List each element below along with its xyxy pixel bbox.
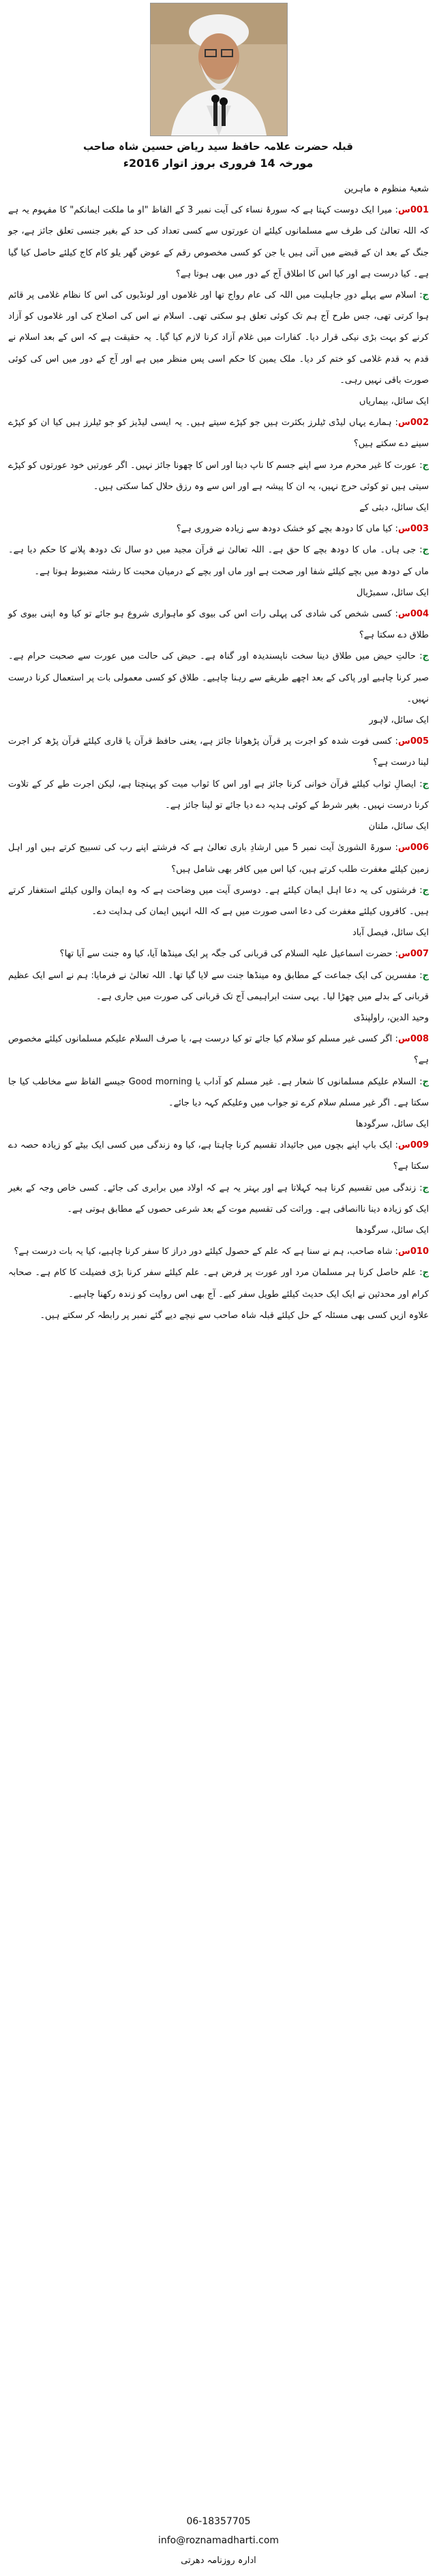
- question-body: اگر کسی غیر مسلم کو سلام کیا جائے تو کیا درست ہے، یا صرف السلام علیکم مسلمانوں کیلئے مخصوص ہے؟: [8, 1034, 429, 1066]
- questioner-name: ایک سائل، فیصل آباد: [352, 928, 429, 939]
- question-number: 002س: [397, 418, 429, 428]
- answer-text: ج: اسلام سے پہلے دورِ جاہلیت میں اللہ کی عام رواج تھا اور غلاموں اور لونڈیوں کی اس کا نظام غلامی پر قائم ہوا کرتی تھی، جس طرح آج ہم تک کوئی تعلق ہو سکتی تھی۔ اسلام نے اس کی اصلاح کی اور غلاموں کو آزاد کرنے کو بہت بڑی نیکی قرار دیا۔ کفارات میں غلام آزاد کرنا لازم کیا گیا۔ یہ حقیقت ہے کہ اس کے بعد اسلام نے قدم بہ قدم غلامی کو ختم کر دیا۔ ملک یمین کا حکم اسی پس منظر میں ہے اور آج کے دور میں اس کی کوئی صورت باقی نہیں رہی۔: [8, 290, 429, 386]
- qa-item: [8, 412, 429, 518]
- questioner-name: ایک سائل، بیماریاں: [359, 396, 429, 407]
- qa-item: [8, 1028, 429, 1135]
- question-text: 006س: سورۃ الشوریٰ آیت نمبر 5 میں ارشادِ باری تعالیٰ ہے کہ فرشتے اپنے رب کی تسبیح کرتے ہیں اور اہل زمین کیلئے مغفرت طلب کرتے ہیں، کیا اس میں کافر بھی شامل ہیں؟: [8, 843, 429, 875]
- question-text: 008س: اگر کسی غیر مسلم کو سلام کیا جائے تو کیا درست ہے، یا صرف السلام علیکم مسلمانوں کیلئے مخصوص ہے؟: [8, 1034, 430, 1066]
- article-body: [8, 178, 429, 1326]
- qa-item: [8, 200, 429, 412]
- closing-note: علاوہ ازیں کسی بھی مسئلہ کے حل کیلئے قبلہ شاہ صاحب سے نیچے دیے گئے نمبر پر رابطہ کر سکتے ہیں۔: [40, 1310, 429, 1321]
- qa-list: [8, 200, 429, 1305]
- questioner-name: وحید الدین، راولپنڈی: [353, 1012, 429, 1023]
- qa-item: [8, 603, 429, 731]
- question-text: 009س: ایک باپ اپنے بچوں میں جائیداد تقسیم کرنا چاہتا ہے، کیا وہ زندگی میں کسی ایک بیٹے کو زیادہ حصہ دے سکتا ہے؟: [8, 1140, 430, 1172]
- question-number: 003س: [397, 524, 429, 535]
- question-number: 006س: [397, 843, 429, 853]
- question-body: ہمارے یہاں لیڈی ٹیلرز بکثرت ہیں جو کپڑے سیتے ہیں۔ یہ ایسی لیڈیز کو جو ٹیلرز ہیں کیا ان کو کپڑے سینے دے سکتے ہیں؟: [8, 418, 429, 450]
- answer-marker: ج: [422, 970, 429, 981]
- question-body: حضرت اسماعیل علیہ السلام کی قربانی کی جگہ پر ایک مینڈھا آیا، کیا وہ جنت سے آیا تھا؟: [59, 949, 393, 960]
- answer-body: مفسرین کی ایک جماعت کے مطابق وہ مینڈھا جنت سے لایا گیا تھا۔ اللہ تعالیٰ نے فرمایا: ہم نے اسے ایک عظیم قربانی کے بدلے میں چھڑا لیا۔ یہی سنت ابراہیمی آج تک قربانی کی صورت میں جاری ہے۔: [8, 970, 429, 1002]
- qa-item: [8, 731, 429, 837]
- answer-marker: ج: [422, 545, 429, 556]
- qa-item: [8, 518, 429, 603]
- qa-item: [8, 837, 429, 943]
- answer-body: حالتِ حیض میں طلاق دینا سخت ناپسندیدہ اور گناہ ہے۔ حیض کی حالت میں عورت سے صحبت حرام ہے۔ صبر کرنا چاہیے اور پاکی کے بعد اچھے طریقے سے رہنا چاہیے۔ طلاق کو کسی معمولی بات پر استعمال کرنا درست نہیں۔: [8, 651, 429, 704]
- answer-text: ج: ایصالِ ثواب کیلئے قرآن خوانی کرنا جائز ہے اور اس کا ثواب میت کو پہنچتا ہے، لیکن اجرت طے کر کے تلاوت کرنا درست نہیں۔ بغیر شرط کے کوئی ہدیہ دے دیا جائے تو لینا جائز ہے۔: [8, 779, 429, 811]
- photo-caption-date: مورخہ 14 فروری بروز اتوار 2016ء: [123, 157, 314, 170]
- question-text: 001س: میرا ایک دوست کہتا ہے کہ سورۂ نساء کی آیت نمبر 3 کے الفاظ "او ما ملکت ایمانکم" کا مفہوم یہ ہے کہ اللہ تعالیٰ کی طرف سے مسلمانوں کیلئے ان عورتوں سے کسی تعداد کی حد کے بغیر جنسی تعلق جائز ہے، جو جنگ کے بعد ان کے قبضے میں آتی ہیں یا جن کو کسی مخصوص رقم کے عوض گھر یلو کام کاج کیلئے حاصل کیا گیا ہے۔ کیا درست ہے اور کیا اس کا اطلاق آج کے دور میں بھی ہوتا ہے؟: [8, 205, 429, 279]
- question-body: شاہ صاحب، ہم نے سنا ہے کہ علم کے حصول کیلئے دور دراز کا سفر کرنا چاہیے، کیا یہ بات درست ہے؟: [14, 1246, 393, 1257]
- answer-text: ج: السلام علیکم مسلمانوں کا شعار ہے۔ غیر مسلم کو آداب یا Good morning جیسے الفاظ سے مخاطب کیا جا سکتا ہے۔ اگر غیر مسلم سلام کرے تو جواب میں وعلیکم کہہ دیا جائے۔: [8, 1076, 429, 1108]
- question-number: 001س: [397, 205, 429, 216]
- question-body: سورۃ الشوریٰ آیت نمبر 5 میں ارشادِ باری تعالیٰ ہے کہ فرشتے اپنے رب کی تسبیح کرتے ہیں اور اہل زمین کیلئے مغفرت طلب کرتے ہیں، کیا اس میں کافر بھی شامل ہیں؟: [8, 843, 429, 875]
- answer-body: جی ہاں۔ ماں کا دودھ بچے کا حق ہے۔ اللہ تعالیٰ نے قرآن مجید میں دو سال تک دودھ پلانے کا حکم دیا ہے۔ ماں کے دودھ میں بچے کیلئے شفا اور صحت ہے اور ماں اور بچے کے درمیان محبت کا رشتہ مضبوط ہوتا ہے۔: [8, 545, 429, 577]
- question-number: 004س: [397, 609, 429, 620]
- answer-text: ج: زندگی میں تقسیم کرنا ہبہ کہلاتا ہے اور بہتر یہ ہے کہ اولاد میں برابری کی جائے۔ کسی خاص وجہ کے بغیر ایک کو زیادہ دینا ناانصافی ہے۔ وراثت کی تقسیم موت کے بعد شرعی حصوں کے مطابق ہوتی ہے۔: [8, 1182, 429, 1214]
- answer-text: ج: عورت کا غیر محرم مرد سے اپنے جسم کا ناپ دینا اور اس کا چھونا جائز نہیں۔ اگر عورتیں خود عورتوں کو کپڑے سیتی ہیں تو کوئی حرج نہیں، یہ ان کا پیشہ ہے اور اس سے وہ رزق حلال کما سکتی ہیں۔: [8, 460, 430, 492]
- questioner-name: ایک سائل، سمبڑیال: [356, 587, 429, 598]
- question-number: 005س: [397, 736, 430, 747]
- qa-item: [8, 943, 429, 1028]
- answer-marker: ج: [422, 885, 429, 896]
- question-text: 005س: کسی فوت شدہ کو اجرت پر قرآن پڑھوانا جائز ہے، یعنی حافظ قرآن یا قاری کیلئے قرآن پڑھ کر اجرت لینا درست ہے؟: [8, 736, 430, 768]
- answer-text: ج: فرشتوں کی یہ دعا اہل ایمان کیلئے ہے۔ دوسری آیت میں وضاحت ہے کہ وہ ایمان والوں کیلئے استغفار کرتے ہیں۔ کافروں کیلئے مغفرت کی دعا اسی صورت میں ہے کہ اللہ انہیں ایمان کی ہدایت دے۔: [8, 885, 429, 917]
- answer-body: السلام علیکم مسلمانوں کا شعار ہے۔ غیر مسلم کو آداب یا Good morning جیسے الفاظ سے مخاطب کیا جا سکتا ہے۔ اگر غیر مسلم سلام کرے تو جواب میں وعلیکم کہہ دیا جائے۔: [8, 1076, 429, 1108]
- portrait-image: [151, 3, 287, 136]
- answer-marker: ج: [422, 460, 430, 471]
- answer-text: ج: حالتِ حیض میں طلاق دینا سخت ناپسندیدہ اور گناہ ہے۔ حیض کی حالت میں عورت سے صحبت حرام ہے۔ صبر کرنا چاہیے اور پاکی کے بعد اچھے طریقے سے رہنا چاہیے۔ طلاق کو کسی معمولی بات پر استعمال کرنا درست نہیں۔: [8, 651, 429, 704]
- question-number: 007س: [397, 949, 429, 960]
- answer-marker: ج: [422, 290, 429, 301]
- answer-marker: ج: [422, 1268, 430, 1278]
- questioner-name: ایک سائل، لاہور: [369, 715, 429, 726]
- qa-item: [8, 1135, 429, 1241]
- answer-marker: ج: [422, 1076, 429, 1087]
- answer-text: ج: علم حاصل کرنا ہر مسلمان مرد اور عورت پر فرض ہے۔ علم کیلئے سفر کرنا بڑی فضیلت کا کام ہے۔ صحابہ کرام اور محدثین نے ایک ایک حدیث کیلئے طویل سفر کیے۔ آج بھی اس روایت کو زندہ رکھنا چاہیے۔: [8, 1268, 430, 1300]
- answer-marker: ج: [422, 1182, 429, 1193]
- questioner-name: ایک سائل، سرگودھا: [355, 1225, 429, 1236]
- question-body: ایک باپ اپنے بچوں میں جائیداد تقسیم کرنا چاہتا ہے، کیا وہ زندگی میں کسی ایک بیٹے کو زیادہ حصہ دے سکتا ہے؟: [8, 1140, 429, 1172]
- answer-marker: ج: [422, 651, 429, 662]
- questioner-name: ایک سائل، سرگودھا: [355, 1118, 429, 1129]
- question-body: کیا ماں کا دودھ بچے کو خشک دودھ سے زیادہ ضروری ہے؟: [176, 524, 393, 535]
- answer-text: ج: مفسرین کی ایک جماعت کے مطابق وہ مینڈھا جنت سے لایا گیا تھا۔ اللہ تعالیٰ نے فرمایا: ہم نے اسے ایک عظیم قربانی کے بدلے میں چھڑا لیا۔ یہی سنت ابراہیمی آج تک قربانی کی صورت میں جاری ہے۔: [8, 970, 429, 1002]
- question-text: 010س: شاہ صاحب، ہم نے سنا ہے کہ علم کے حصول کیلئے دور دراز کا سفر کرنا چاہیے، کیا یہ بات درست ہے؟: [14, 1246, 429, 1257]
- answer-body: عورت کا غیر محرم مرد سے اپنے جسم کا ناپ دینا اور اس کا چھونا جائز نہیں۔ اگر عورتیں خود عورتوں کو کپڑے سیتی ہیں تو کوئی حرج نہیں، یہ ان کا پیشہ ہے اور اس سے وہ رزق حلال کما سکتی ہیں۔: [8, 460, 429, 492]
- question-number: 010س: [397, 1246, 429, 1257]
- answer-body: فرشتوں کی یہ دعا اہل ایمان کیلئے ہے۔ دوسری آیت میں وضاحت ہے کہ وہ ایمان والوں کیلئے استغفار کرتے ہیں۔ کافروں کیلئے مغفرت کی دعا اسی صورت میں ہے کہ اللہ انہیں ایمان کی ہدایت دے۔: [8, 885, 429, 917]
- question-number: 009س: [397, 1140, 430, 1151]
- contact-phone: 06-18357705: [186, 2516, 251, 2527]
- article-intro: شعبۂ منظوم ہ ماہرین: [344, 184, 429, 194]
- questioner-name: ایک سائل، دبئی کے: [359, 503, 429, 514]
- question-number: 008س: [397, 1034, 430, 1045]
- question-text: 003س: کیا ماں کا دودھ بچے کو خشک دودھ سے زیادہ ضروری ہے؟: [176, 524, 429, 535]
- questioner-name: ایک سائل، ملتان: [368, 821, 429, 832]
- answer-body: زندگی میں تقسیم کرنا ہبہ کہلاتا ہے اور بہتر یہ ہے کہ اولاد میں برابری کی جائے۔ کسی خاص وجہ کے بغیر ایک کو زیادہ دینا ناانصافی ہے۔ وراثت کی تقسیم موت کے بعد شرعی حصوں کے مطابق ہوتی ہے۔: [8, 1182, 429, 1214]
- answer-text: ج: جی ہاں۔ ماں کا دودھ بچے کا حق ہے۔ اللہ تعالیٰ نے قرآن مجید میں دو سال تک دودھ پلانے کا حکم دیا ہے۔ ماں کے دودھ میں بچے کیلئے شفا اور صحت ہے اور ماں اور بچے کے درمیان محبت کا رشتہ مضبوط ہوتا ہے۔: [8, 545, 429, 577]
- scholar-photo: [150, 3, 288, 136]
- question-body: کسی شخص کی شادی کی پہلی رات اس کی بیوی کو ماہواری شروع ہو جائے تو کیا وہ اپنی بیوی کو طلاق دے سکتا ہے؟: [8, 609, 429, 641]
- question-text: 002س: ہمارے یہاں لیڈی ٹیلرز بکثرت ہیں جو کپڑے سیتے ہیں۔ یہ ایسی لیڈیز کو جو ٹیلرز ہیں کیا ان کو کپڑے سینے دے سکتے ہیں؟: [8, 418, 429, 450]
- answer-body: ایصالِ ثواب کیلئے قرآن خوانی کرنا جائز ہے اور اس کا ثواب میت کو پہنچتا ہے، لیکن اجرت طے کر کے تلاوت کرنا درست نہیں۔ بغیر شرط کے کوئی ہدیہ دے دیا جائے تو لینا جائز ہے۔: [8, 779, 429, 811]
- question-body: میرا ایک دوست کہتا ہے کہ سورۂ نساء کی آیت نمبر 3 کے الفاظ "او ما ملکت ایمانکم" کا مفہوم یہ ہے کہ اللہ تعالیٰ کی طرف سے مسلمانوں کیلئے ان عورتوں سے کسی تعداد کی حد کے بغیر جنسی تعلق جائز ہے، جو جنگ کے بعد ان کے قبضے میں آتی ہیں یا جن کو کسی مخصوص رقم کے عوض گھر یلو کام کاج کیلئے حاصل کیا گیا ہے۔ کیا درست ہے اور کیا اس کا اطلاق آج کے دور میں بھی ہوتا ہے؟: [8, 205, 429, 279]
- question-text: 004س: کسی شخص کی شادی کی پہلی رات اس کی بیوی کو ماہواری شروع ہو جائے تو کیا وہ اپنی بیوی کو طلاق دے سکتا ہے؟: [8, 609, 429, 641]
- photo-caption-name: قبلہ حضرت علامہ حافظ سید ریاض حسین شاہ صاحب: [83, 140, 353, 153]
- answer-marker: ج: [422, 779, 429, 789]
- qa-item: [8, 1241, 429, 1305]
- answer-body: اسلام سے پہلے دورِ جاہلیت میں اللہ کی عام رواج تھا اور غلاموں اور لونڈیوں کی اس کا نظام غلامی پر قائم ہوا کرتی تھی، جس طرح آج ہم تک کوئی تعلق ہو سکتی تھی۔ اسلام نے اس کی اصلاح کی اور غلاموں کو آزاد کرنے کو بہت بڑی نیکی قرار دیا۔ کفارات میں غلام آزاد کرنا لازم کیا گیا۔ یہ حقیقت ہے کہ اس کے بعد اسلام نے قدم بہ قدم غلامی کو ختم کر دیا۔ ملک یمین کا حکم اسی پس منظر میں ہے اور آج کے دور میں اس کی کوئی صورت باقی نہیں رہی۔: [8, 290, 429, 386]
- question-body: کسی فوت شدہ کو اجرت پر قرآن پڑھوانا جائز ہے، یعنی حافظ قرآن یا قاری کیلئے قرآن پڑھ کر اجرت لینا درست ہے؟: [8, 736, 429, 768]
- question-text: 007س: حضرت اسماعیل علیہ السلام کی قربانی کی جگہ پر ایک مینڈھا آیا، کیا وہ جنت سے آیا تھا؟: [59, 949, 429, 960]
- publisher-name: ادارہ روزنامہ دھرتی: [181, 2556, 256, 2566]
- answer-body: علم حاصل کرنا ہر مسلمان مرد اور عورت پر فرض ہے۔ علم کیلئے سفر کرنا بڑی فضیلت کا کام ہے۔ صحابہ کرام اور محدثین نے ایک ایک حدیث کیلئے طویل سفر کیے۔ آج بھی اس روایت کو زندہ رکھنا چاہیے۔: [8, 1268, 429, 1300]
- contact-email[interactable]: info@roznamadharti.com: [157, 2535, 280, 2546]
